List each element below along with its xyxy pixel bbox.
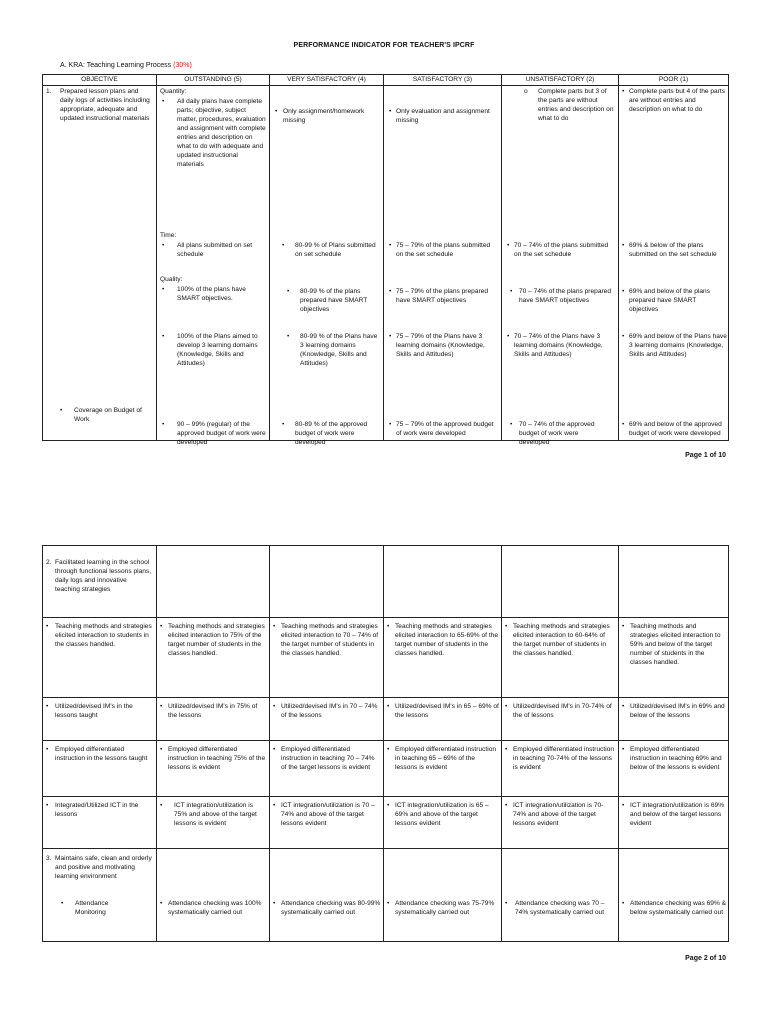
bullet: • xyxy=(507,242,510,249)
bullet: • xyxy=(282,242,285,249)
unsat-time: 70 – 74% of the plans submitted on the set schedule xyxy=(514,242,609,258)
objective-number: 3. xyxy=(46,855,52,862)
page-number: Page 1 of 10 xyxy=(685,452,726,459)
sat-budget-of-work: 75 – 79% of the approved budget of work were developed xyxy=(396,421,494,437)
bullet: • xyxy=(275,108,278,115)
unsatisfactory-cell xyxy=(502,86,619,446)
poor-cell xyxy=(619,86,729,441)
bullet: • xyxy=(622,288,625,295)
bullet: • xyxy=(162,242,165,249)
rating-text: ICT integration/utilization is 75% and above of the target lessons is evident xyxy=(174,802,257,827)
bullet: • xyxy=(387,900,390,907)
objective-budget-of-work: Coverage on Budget of Work xyxy=(74,407,142,423)
objective-cell xyxy=(43,741,157,797)
vs-budget-of-work: 80-89 % of the approved budget of work were developed xyxy=(295,421,368,446)
objective-text: Maintains safe, clean and orderly and positive and motivating learning environment xyxy=(55,855,152,880)
bullet: • xyxy=(389,288,392,295)
bullet: • xyxy=(162,98,165,105)
bullet: • xyxy=(510,421,513,428)
bullet: • xyxy=(162,286,165,293)
rating-text: Attendance checking was 80-99% systematically carried out xyxy=(281,900,381,916)
objective-text: Integrated/Utilized ICT in the lessons xyxy=(55,802,139,818)
objective-cell xyxy=(43,698,157,741)
page2-table xyxy=(42,545,729,942)
outstanding-quality-domains: 100% of the Plans aimed to develop 3 learning domains (Knowledge, Skills and Attitudes) xyxy=(177,333,258,367)
bullet: • xyxy=(160,746,163,753)
objective-cell xyxy=(43,849,157,942)
header-poor: POOR (1) xyxy=(619,75,729,86)
rating-text: Teaching methods and strategies elicited interaction to 59% and below of the target number of students in the classes handled. xyxy=(630,623,721,666)
satisfactory-cell xyxy=(384,797,502,849)
objective-number: 2. xyxy=(46,559,52,566)
bullet: • xyxy=(622,900,625,907)
table-row xyxy=(43,546,729,618)
rating-text: ICT integration/utilization is 70-74% and above of the target lessons evident xyxy=(513,802,604,827)
sat-quantity: Only evaluation and assignment missing xyxy=(396,108,490,124)
poor-cell xyxy=(619,849,729,942)
bullet: • xyxy=(622,242,625,249)
table-row xyxy=(43,618,729,698)
unsatisfactory-cell xyxy=(502,849,619,942)
bullet: • xyxy=(273,623,276,630)
outstanding-quantity: All daily plans have complete parts; objective, subject matter, procedures, evaluation and assignment with complete entries and description on what to do with adequate and updated instructional materials xyxy=(177,98,266,168)
bullet: • xyxy=(273,703,276,710)
empty-cell xyxy=(270,546,384,618)
vs-quality-domains: 80-99 % of the Plans have 3 learning domains (Knowledge, Skills and Attitudes) xyxy=(300,333,378,367)
kra-percent: (30%) xyxy=(173,62,192,69)
outstanding-time: All plans submitted on set schedule xyxy=(177,242,253,258)
bullet: • xyxy=(622,88,625,95)
kra-label: A. KRA: Teaching Learning Process xyxy=(60,62,172,69)
unsat-budget-of-work: 70 – 74% of the approved budget of work were developed xyxy=(519,421,595,446)
bullet: • xyxy=(160,623,163,630)
attendance-monitoring: Attendance Monitoring xyxy=(75,900,109,916)
bullet: • xyxy=(507,333,510,340)
bullet: • xyxy=(389,108,392,115)
bullet: • xyxy=(505,900,508,907)
rating-text: ICT integration/utilization is 69% and below of the target lessons evident xyxy=(630,802,725,827)
bullet: • xyxy=(510,288,513,295)
bullet: • xyxy=(505,746,508,753)
unsat-quality-domains: 70 – 74% of the Plans have 3 learning domains (Knowledge, Skills and Attitudes) xyxy=(514,333,603,358)
rating-text: Utilized/devised IM's in 70 – 74% of the lessons xyxy=(281,703,378,719)
empty-cell xyxy=(157,546,270,618)
bullet: • xyxy=(46,746,49,753)
poor-budget-of-work: 69% and below of the approved budget of work were developed xyxy=(629,421,722,437)
very-satisfactory-cell xyxy=(270,618,384,698)
rating-text: Employed differentiated instruction in teaching 75% of the lessons is evident xyxy=(168,746,266,771)
page1-table xyxy=(42,74,729,446)
sat-quality-smart: 75 – 79% of the plans prepared have SMART objectives xyxy=(396,288,489,304)
objective-cell xyxy=(43,797,157,849)
unsatisfactory-cell xyxy=(502,698,619,741)
rating-text: ICT integration/utilization is 70 – 74% and above of the target lessons evident xyxy=(281,802,375,827)
poor-cell xyxy=(619,741,729,797)
bullet: • xyxy=(273,802,276,809)
very-satisfactory-cell xyxy=(270,849,384,942)
bullet: • xyxy=(505,623,508,630)
quality-label: Quality: xyxy=(160,276,183,283)
sat-quality-domains: 75 – 79% of the Plans have 3 learning domains (Knowledge, Skills and Attitudes) xyxy=(396,333,485,358)
kra-heading xyxy=(60,62,192,69)
outstanding-cell xyxy=(157,618,270,698)
bullet: • xyxy=(505,703,508,710)
satisfactory-cell xyxy=(384,698,502,741)
unsat-quality-smart: 70 – 74% of the plans prepared have SMART objectives xyxy=(519,288,612,304)
outstanding-cell xyxy=(157,698,270,741)
table-row xyxy=(43,849,729,942)
bullet: • xyxy=(622,703,625,710)
satisfactory-cell xyxy=(384,86,502,441)
rating-text: Teaching methods and strategies elicited interaction to 60-64% of the target number of students in the classes handled. xyxy=(513,623,610,657)
bullet: • xyxy=(622,623,625,630)
poor-cell xyxy=(619,618,729,698)
bullet: • xyxy=(387,623,390,630)
empty-cell xyxy=(619,546,729,618)
unsatisfactory-cell xyxy=(502,618,619,698)
rating-text: Attendance checking was 69% & below systematically carried out xyxy=(630,900,727,916)
outstanding-cell xyxy=(157,741,270,797)
bullet: • xyxy=(160,703,163,710)
empty-cell xyxy=(502,546,619,618)
unsat-quantity: Complete parts but 3 of the parts are without entries and description on what to do xyxy=(538,88,614,122)
header-unsatisfactory: UNSATISFACTORY (2) xyxy=(502,75,619,86)
satisfactory-cell xyxy=(384,618,502,698)
outstanding-quality-smart: 100% of the plans have SMART objectives. xyxy=(177,286,246,302)
rating-text: Employed differentiated instruction in teaching 70-74% of the lessons is evident xyxy=(513,746,615,771)
bullet: • xyxy=(389,421,392,428)
header-outstanding: OUTSTANDING (5) xyxy=(157,75,270,86)
header-very-satisfactory: VERY SATISFACTORY (4) xyxy=(270,75,384,86)
vs-quantity: Only assignment/homework missing xyxy=(283,108,365,124)
very-satisfactory-cell xyxy=(270,797,384,849)
bullet: • xyxy=(160,802,163,809)
bullet: • xyxy=(389,333,392,340)
rating-text: Attendance checking was 100% systematically carried out xyxy=(168,900,262,916)
bullet: • xyxy=(389,242,392,249)
very-satisfactory-cell xyxy=(270,86,384,446)
bullet: • xyxy=(622,746,625,753)
outstanding-cell xyxy=(157,86,270,446)
header-satisfactory: SATISFACTORY (3) xyxy=(384,75,502,86)
table-row xyxy=(43,86,729,441)
rating-text: Utilized/devised IM's in 75% of the lessons xyxy=(168,703,258,719)
bullet: • xyxy=(273,900,276,907)
page-number: Page 2 of 10 xyxy=(685,955,726,962)
rating-text: Teaching methods and strategies elicited interaction to 65-69% of the target number of students in the classes handled. xyxy=(395,623,498,657)
bullet: • xyxy=(46,802,49,809)
bullet: o xyxy=(524,88,528,95)
bullet: • xyxy=(287,288,290,295)
satisfactory-cell xyxy=(384,741,502,797)
vs-quality-smart: 80-99 % of the plans prepared have SMART objectives xyxy=(300,288,368,313)
header-objective: OBJECTIVE xyxy=(43,75,157,86)
table-row xyxy=(43,797,729,849)
satisfactory-cell xyxy=(384,849,502,942)
rating-text: Utilized/devised IM's in 70-74% of the of lessons xyxy=(513,703,612,719)
objective-text: Utilized/devised IM's in the lessons taught xyxy=(55,703,133,719)
objective-cell xyxy=(43,86,157,441)
bullet: • xyxy=(387,703,390,710)
objective-cell xyxy=(43,546,157,618)
objective-number: 1. xyxy=(46,88,52,95)
rating-text: Employed differentiated instruction in teaching 69% and below of the lessons is evident xyxy=(630,746,722,771)
very-satisfactory-cell xyxy=(270,741,384,797)
bullet: • xyxy=(622,802,625,809)
objective-cell xyxy=(43,618,157,698)
header-row xyxy=(43,75,729,86)
bullet: • xyxy=(61,900,64,907)
bullet: • xyxy=(622,421,625,428)
outstanding-cell xyxy=(157,797,270,849)
poor-time: 69% & below of the plans submitted on the set schedule xyxy=(629,242,717,258)
sat-time: 75 – 79% of the plans submitted on the set schedule xyxy=(396,242,491,258)
table-row xyxy=(43,698,729,741)
bullet: • xyxy=(162,333,165,340)
bullet: • xyxy=(46,703,49,710)
rating-text: Utilized/devised IM's in 65 – 69% of the lessons xyxy=(395,703,499,719)
rating-text: Teaching methods and strategies elicited interaction to 75% of the target number of students in the classes handled. xyxy=(168,623,265,657)
unsatisfactory-cell xyxy=(502,797,619,849)
outstanding-budget-of-work: 90 – 99% (regular) of the approved budget of work were developed xyxy=(177,421,266,446)
very-satisfactory-cell xyxy=(270,698,384,741)
rating-text: Utilized/devised IM's in 69% and below of the lessons xyxy=(630,703,725,719)
bullet: • xyxy=(46,623,49,630)
vs-time: 80-99 % of Plans submitted on set schedule xyxy=(295,242,376,258)
bullet: • xyxy=(60,407,63,414)
bullet: • xyxy=(505,802,508,809)
bullet: • xyxy=(287,333,290,340)
poor-cell xyxy=(619,698,729,741)
poor-quantity: Complete parts but 4 of the parts are without entries and description on what to do xyxy=(629,88,726,113)
bullet: • xyxy=(273,746,276,753)
bullet: • xyxy=(282,421,285,428)
outstanding-cell xyxy=(157,849,270,942)
document-title: PERFORMANCE INDICATOR FOR TEACHER'S IPCRF xyxy=(293,42,475,49)
unsatisfactory-cell xyxy=(502,741,619,797)
bullet: • xyxy=(387,802,390,809)
objective-text: Facilitated learning in the school through functional lessons plans, daily logs and innovative teaching strategies xyxy=(55,559,152,593)
poor-quality-domains: 69% and below of the Plans have 3 learning domains (Knowledge, Skills and Attitudes) xyxy=(629,333,727,358)
bullet: • xyxy=(160,900,163,907)
rating-text: Employed differentiated instruction in teaching 70 – 74% of the target lessons is evident xyxy=(281,746,375,771)
table-row xyxy=(43,741,729,797)
quantity-label: Quantity: xyxy=(160,88,187,95)
objective-text: Prepared lesson plans and daily logs of activities including appropriate, adequate and updated instructional materials xyxy=(60,88,150,122)
rating-text: Attendance checking was 70 – 74% systematically carried out xyxy=(515,900,605,916)
objective-text: Teaching methods and strategies elicited interaction to students in the classes handled. xyxy=(55,623,152,648)
bullet: • xyxy=(162,421,165,428)
rating-text: Teaching methods and strategies elicited interaction to 70 – 74% of the target number of students in the classes handled. xyxy=(281,623,379,657)
rating-text: ICT integration/utilization is 65 – 69% and above of the target lessons evident xyxy=(395,802,489,827)
bullet: • xyxy=(387,746,390,753)
rating-text: Attendance checking was 75-79% systematically carried out xyxy=(395,900,495,916)
rating-text: Employed differentiated instruction in teaching 65 – 69% of the lessons is evident xyxy=(395,746,497,771)
poor-quality-smart: 69% and below of the plans prepared have SMART objectives xyxy=(629,288,711,313)
empty-cell xyxy=(384,546,502,618)
bullet: • xyxy=(622,333,625,340)
time-label: Time: xyxy=(160,232,177,239)
objective-text: Employed differentiated instruction in the lessons taught xyxy=(55,746,148,762)
poor-cell xyxy=(619,797,729,849)
